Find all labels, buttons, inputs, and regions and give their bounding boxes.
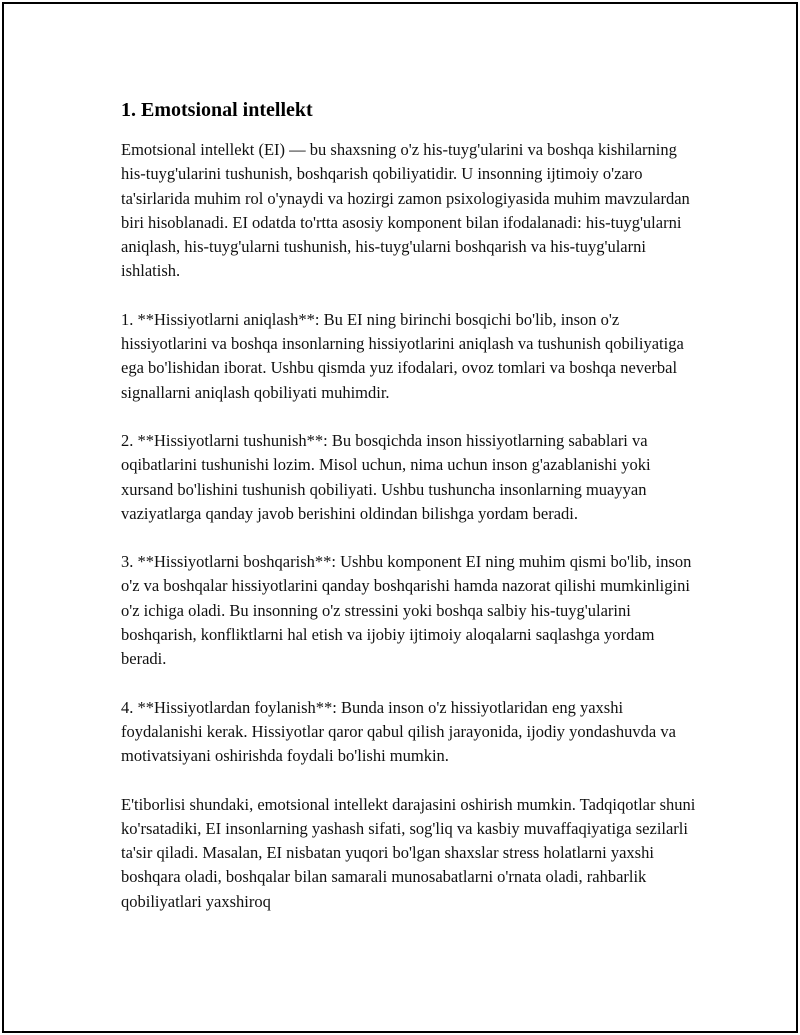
document-body xyxy=(121,96,701,938)
page-frame xyxy=(2,2,798,1033)
component-using-paragraph: 4. **Hissiyotlardan foylanish**: Bunda inson o'z hissiyotlaridan eng yaxshi foydalanishi kerak. Hissiyotlar qaror qabul qilish jarayonida, ijodiy yondashuvda va motivatsiyani oshirishda foydali bo'lishi mumkin. xyxy=(121,697,676,766)
section-heading: 1. Emotsional intellekt xyxy=(121,99,313,121)
component-managing-paragraph: 3. **Hissiyotlarni boshqarish**: Ushbu komponent EI ning muhim qismi bo'lib, inson o'z va boshqalar hissiyotlarini qanday boshqarishi hamda nazorat qilishi mumkinligini o'z ichiga oladi. Bu insonning o'z stressini yoki boshqa salbiy his-tuyg'ularini boshqarish, konfliktlarni hal etish va ijobiy ijtimoiy aloqalarni saqlashga yordam beradi. xyxy=(121,552,692,669)
component-understanding-paragraph: 2. **Hissiyotlarni tushunish**: Bu bosqichda inson hissiyotlarning sabablari va oqibatlarini tushunishi lozim. Misol uchun, nima uchun inson g'azablanishi yoki xursand bo'lishini tushunish qobiliyati. Ushbu tushuncha insonlarning muayyan vaziyatlarga qanday javob berishini oldindan bilishga yordam beradi. xyxy=(121,430,651,523)
intro-paragraph: Emotsional intellekt (EI) — bu shaxsning o'z his-tuyg'ularini va boshqa kishilarning his-tuyg'ularini tushunish, boshqarish qobiliyatidir. U insonning ijtimoiy o'zaro ta'sirlarida muhim rol o'ynaydi va hozirgi zamon psixologiyasida muhim mavzulardan biri hisoblanadi. EI odatda to'rtta asosiy komponent bilan ifodalanadi: his-tuyg'ularni aniqlash, his-tuyg'ularni tushunish, his-tuyg'ularni boshqarish va his-tuyg'ularni ishlatish. xyxy=(121,140,690,281)
component-identifying-paragraph: 1. **Hissiyotlarni aniqlash**: Bu EI ning birinchi bosqichi bo'lib, inson o'z hissiyotlarini va boshqa insonlarning hissiyotlarini aniqlash va tushunish qobiliyatiga ega bo'lishidan iborat. Ushbu qismda yuz ifodalari, ovoz tomlari va boshqa neverbal signallarni aniqlash qobiliyati muhimdir. xyxy=(121,309,684,402)
conclusion-paragraph: E'tiborlisi shundaki, emotsional intellekt darajasini oshirish mumkin. Tadqiqotlar shuni ko'rsatadiki, EI insonlarning yashash sifati, sog'liq va kasbiy muvaffaqiyatiga sezilarli ta'sir qiladi. Masalan, EI nisbatan yuqori bo'lgan shaxslar stress holatlarni yaxshi boshqara oladi, boshqalar bilan samarali munosabatlarni o'rnata oladi, rahbarlik qobiliyatlari yaxshiroq xyxy=(121,794,696,911)
